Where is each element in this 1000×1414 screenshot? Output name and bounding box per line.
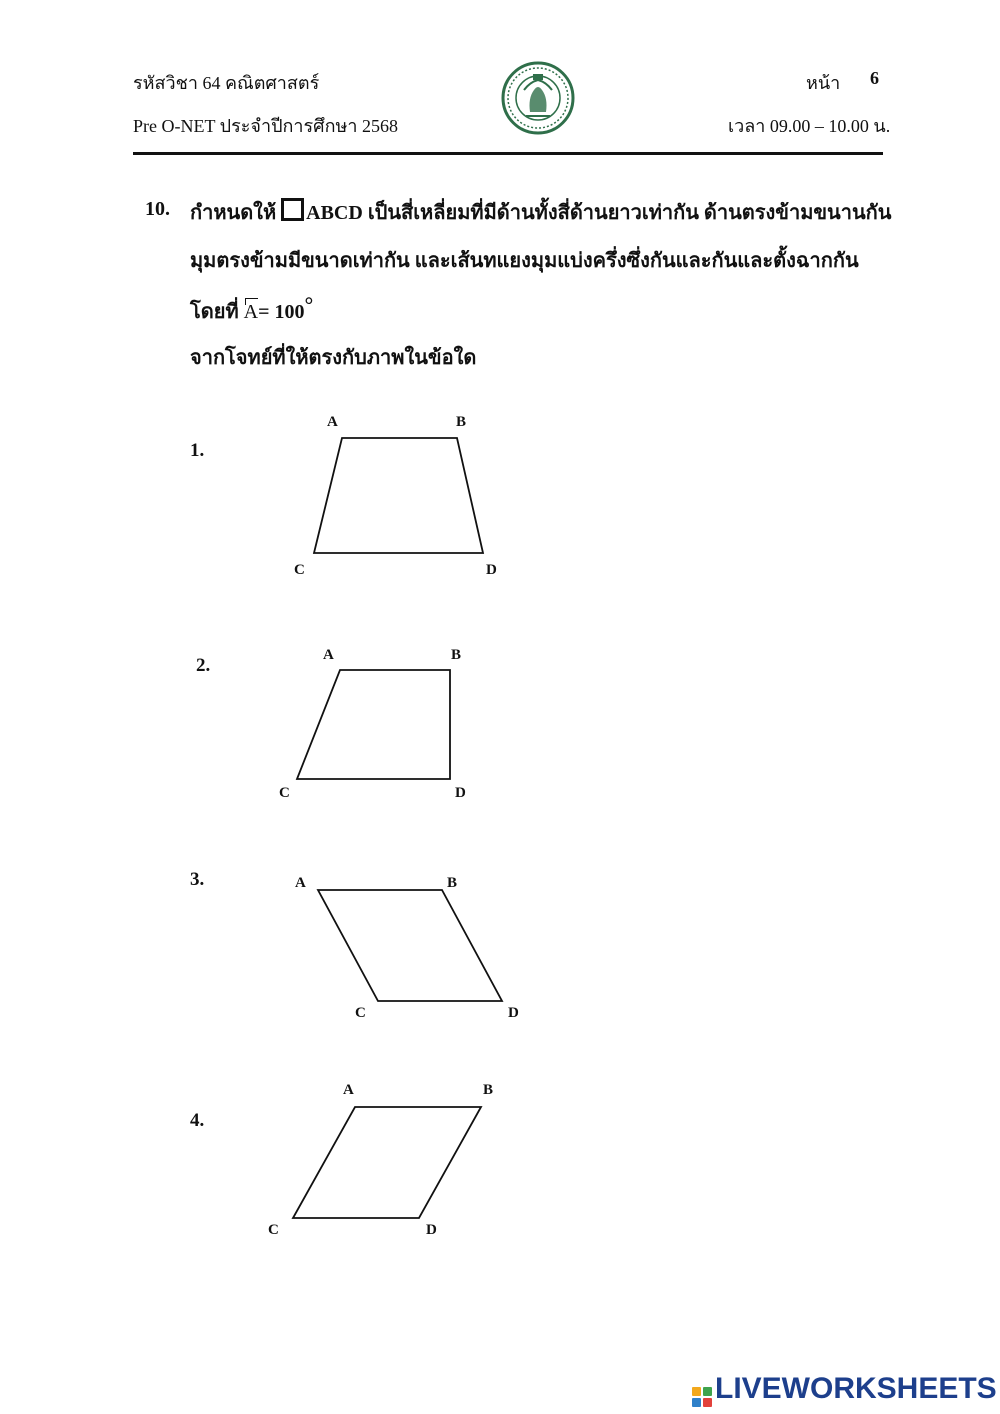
angle-a-symbol: A (243, 301, 259, 323)
option-2-figure[interactable] (290, 665, 460, 785)
quadrilateral-symbol-icon (281, 198, 304, 221)
option-4-vertex-c: C (268, 1222, 279, 1238)
quadrilateral-name: ABCD (306, 202, 363, 224)
question-line-1-rest: เป็นสี่เหลี่ยมที่มีด้านทั้งสี่ด้านยาวเท่ากัน ด้านตรงข้ามขนานกัน (367, 202, 892, 224)
option-2-vertex-b: B (451, 647, 462, 663)
page-label: หน้า (806, 73, 841, 93)
liveworksheets-brand[interactable] (692, 1372, 997, 1407)
option-2-label[interactable]: 2. (196, 655, 211, 676)
question-line-1-prefix: กำหนดให้ (190, 202, 277, 224)
exam-title: Pre O-NET ประจำปีการศึกษา 2568 (133, 116, 398, 136)
option-2-vertex-d: D (455, 785, 466, 801)
option-3-label[interactable]: 3. (190, 869, 205, 890)
option-1-vertex-d: D (486, 562, 497, 578)
option-3-vertex-a: A (295, 875, 306, 891)
option-4-label[interactable]: 4. (190, 1110, 205, 1131)
question-line-3 (190, 292, 313, 327)
option-1-figure[interactable] (300, 430, 500, 560)
liveworksheets-logo-icon (692, 1387, 712, 1407)
option-1-vertex-a: A (327, 414, 338, 430)
option-1-label[interactable]: 1. (190, 440, 205, 461)
question-number: 10. (145, 198, 170, 220)
option-3-vertex-d: D (508, 1005, 519, 1021)
page-number: 6 (870, 68, 879, 88)
degree-symbol: ° (304, 292, 314, 317)
option-3-vertex-b: B (447, 875, 458, 891)
school-seal-icon (500, 60, 576, 136)
option-3-vertex-c: C (355, 1005, 366, 1021)
question-line-3-prefix: โดยที่ (190, 301, 239, 323)
option-2-vertex-c: C (279, 785, 290, 801)
option-1-vertex-b: B (456, 414, 467, 430)
angle-value: = 100 (258, 301, 305, 323)
brand-text: LIVEWORKSHEETS (715, 1372, 997, 1405)
option-4-vertex-d: D (426, 1222, 437, 1238)
question-line-4: จากโจทย์ที่ให้ตรงกับภาพในข้อใด (190, 347, 477, 369)
option-4-figure[interactable] (285, 1100, 490, 1225)
exam-time: เวลา 09.00 – 10.00 น. (728, 116, 891, 136)
option-3-figure[interactable] (310, 884, 510, 1008)
question-line-1 (190, 196, 891, 228)
course-code: รหัสวิชา 64 คณิตศาสตร์ (133, 73, 320, 93)
option-1-vertex-c: C (294, 562, 305, 578)
header-divider (133, 152, 883, 155)
option-4-vertex-a: A (343, 1082, 354, 1098)
option-4-vertex-b: B (483, 1082, 494, 1098)
option-2-vertex-a: A (323, 647, 334, 663)
question-line-2: มุมตรงข้ามมีขนาดเท่ากัน และเส้นทแยงมุมแบ่งครึ่งซึ่งกันและกันและตั้งฉากกัน (190, 250, 859, 272)
